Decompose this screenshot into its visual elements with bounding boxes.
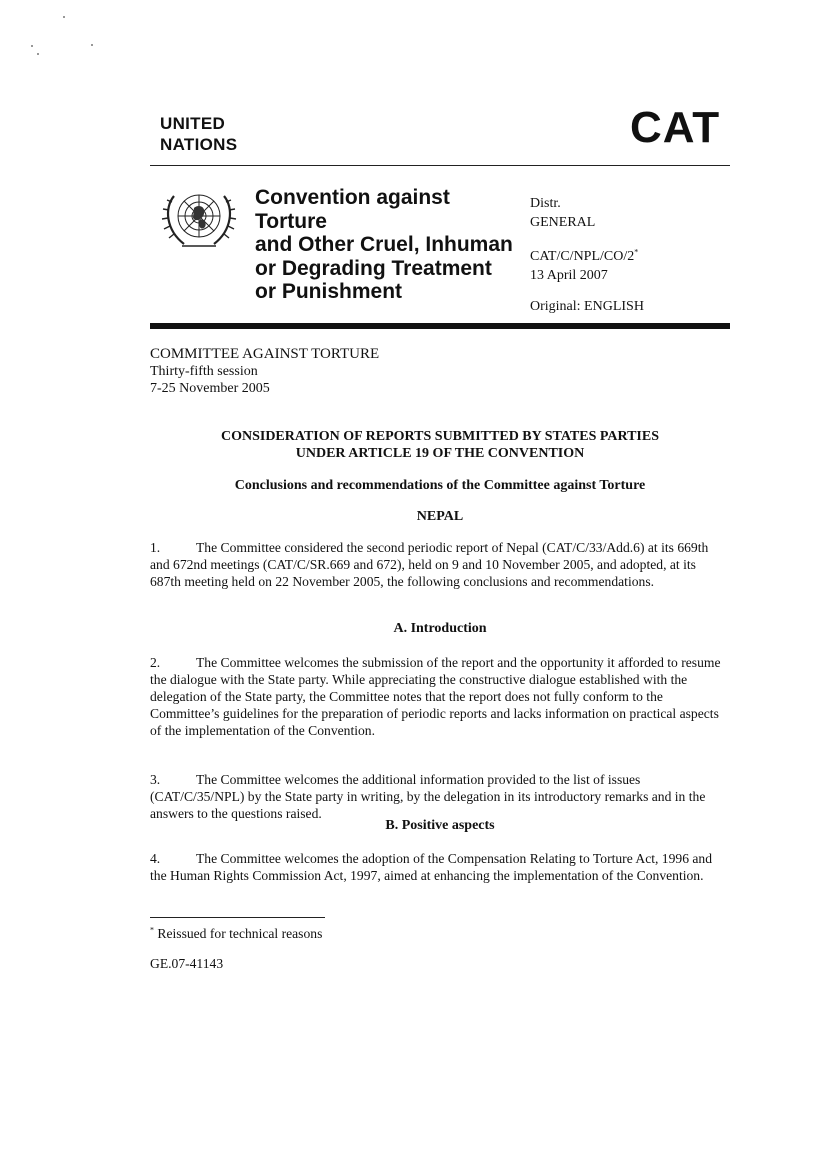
original-language: Original: ENGLISH (530, 299, 644, 314)
section-a-heading: A. Introduction (393, 621, 487, 636)
footnote-mark: * (150, 925, 154, 935)
document-number: GE.07-41143 (150, 956, 224, 971)
consideration-heading: CONSIDERATION OF REPORTS SUBMITTED BY STATES PARTIES UNDER ARTICLE 19 OF THE CONVENTION (220, 429, 660, 461)
distr-level: GENERAL (530, 215, 596, 230)
distr-label: Distr. (530, 196, 561, 211)
paragraph-1: 1. The Committee considered the second periodic report of Nepal (CAT/C/33/Add.6) at its 669th and 672nd meetings (CAT/C/SR.669 and 672), held on 9 and 10 November 2005, and adopted, at its 687th meeting held on 22 November 2005, the following conclusions and recommendations. (150, 540, 709, 589)
document-date: 13 April 2007 (530, 268, 608, 283)
symbol-mark: * (634, 247, 639, 257)
country-heading: NEPAL (416, 509, 464, 524)
series-symbol: CAT (630, 103, 721, 152)
committee-session: Thirty-fifth session (150, 364, 258, 379)
paragraph-3: 3. The Committee welcomes the additional information provided to the list of issues (CAT/C/35/NPL) by the State party in writing, by the delegation in its introductory remarks and in the answers to the questions raised. (150, 772, 706, 821)
convention-title: Convention against Torture and Other Cruel, Inhuman or Degrading Treatment or Punishment (255, 186, 513, 303)
conclusions-heading: Conclusions and recommendations of the Committee against Torture (234, 478, 646, 493)
un-emblem-icon (160, 186, 238, 256)
section-b-heading: B. Positive aspects (385, 818, 495, 833)
organization-name: UNITED NATIONS (160, 114, 238, 154)
footnote: * Reissued for technical reasons (150, 925, 323, 941)
header-thick-divider (150, 323, 730, 329)
committee-block (150, 346, 750, 397)
committee-dates: 7-25 November 2005 (150, 381, 270, 396)
footnote-divider (150, 917, 325, 918)
paragraph-2: 2. The Committee welcomes the submission of the report and the opportunity it afforded to resume the dialogue with the State party. While appreciating the constructive dialogue established with the delegation of the State party, the Committee notes that the report does not fully conform to the Committee’s guidelines for the preparation of periodic reports and lacks information on practical aspects of the implementation of the Convention. (150, 655, 721, 738)
distribution-block (530, 194, 730, 316)
header-divider (150, 165, 730, 166)
committee-name: COMMITTEE AGAINST TORTURE (150, 346, 380, 362)
document-symbol: CAT/C/NPL/CO/2* (530, 247, 639, 264)
paragraph-4: 4. The Committee welcomes the adoption of the Compensation Relating to Torture Act, 1996 and the Human Rights Commission Act, 1997, aimed at enhancing the implementation of the Convention. (150, 851, 713, 883)
